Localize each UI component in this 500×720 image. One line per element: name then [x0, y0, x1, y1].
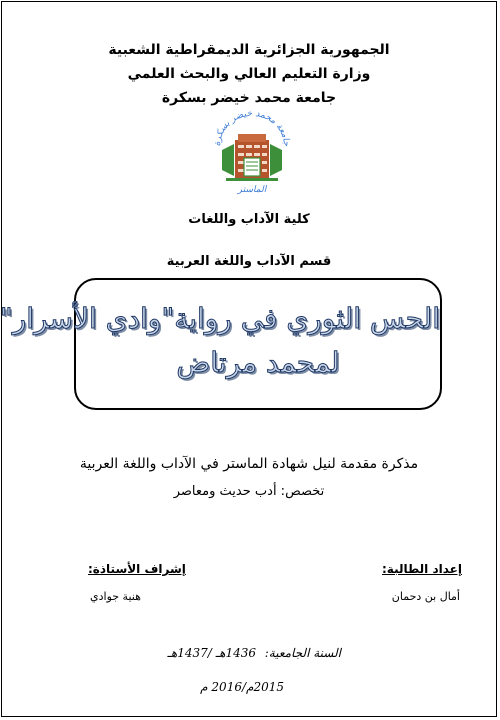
thesis-title-line2: لمحمد مرتاض [176, 346, 340, 379]
header-ministry: وزارة التعليم العالي والبحث العلمي [127, 66, 371, 82]
memo-description: مذكرة مقدمة لنيل شهادة الماستر في الآداب واللغة العربية [79, 456, 419, 472]
faculty-name: كلية الآداب واللغات [188, 212, 310, 227]
header-republic: الجمهورية الجزائرية الديمقراطية الشعبية [108, 42, 390, 58]
logo-bottom-text: الماستر [237, 185, 267, 195]
memo-specialty: تخصص: أدب حديث ومعاصر [173, 484, 325, 499]
title-box [0, 278, 442, 410]
student-label: إعداد الطالبة: [382, 562, 462, 576]
supervisor-label: إشراف الأستاذة: [88, 562, 186, 576]
document-page [1, 1, 497, 717]
logo-arc-text: جامعة محمد خيضر بسكرة [212, 108, 292, 147]
academic-year-gregorian: 2015م/2016 م [200, 680, 284, 694]
supervisor-name: هنية جوادي [90, 590, 141, 603]
student-name: أمال بن دحمان [391, 590, 460, 603]
header-university: جامعة محمد خيضر بسكرة [161, 90, 337, 106]
university-logo-icon [212, 106, 292, 196]
academic-year-hijri: 1436هـ /1437هـ [167, 646, 256, 660]
academic-year-label: السنة الجامعية: [264, 646, 341, 660]
thesis-title-line1: الحس الثوري في رواية"وادي الأسرار" [0, 302, 440, 335]
department-name: قسم الآداب واللغة العربية [166, 254, 332, 269]
